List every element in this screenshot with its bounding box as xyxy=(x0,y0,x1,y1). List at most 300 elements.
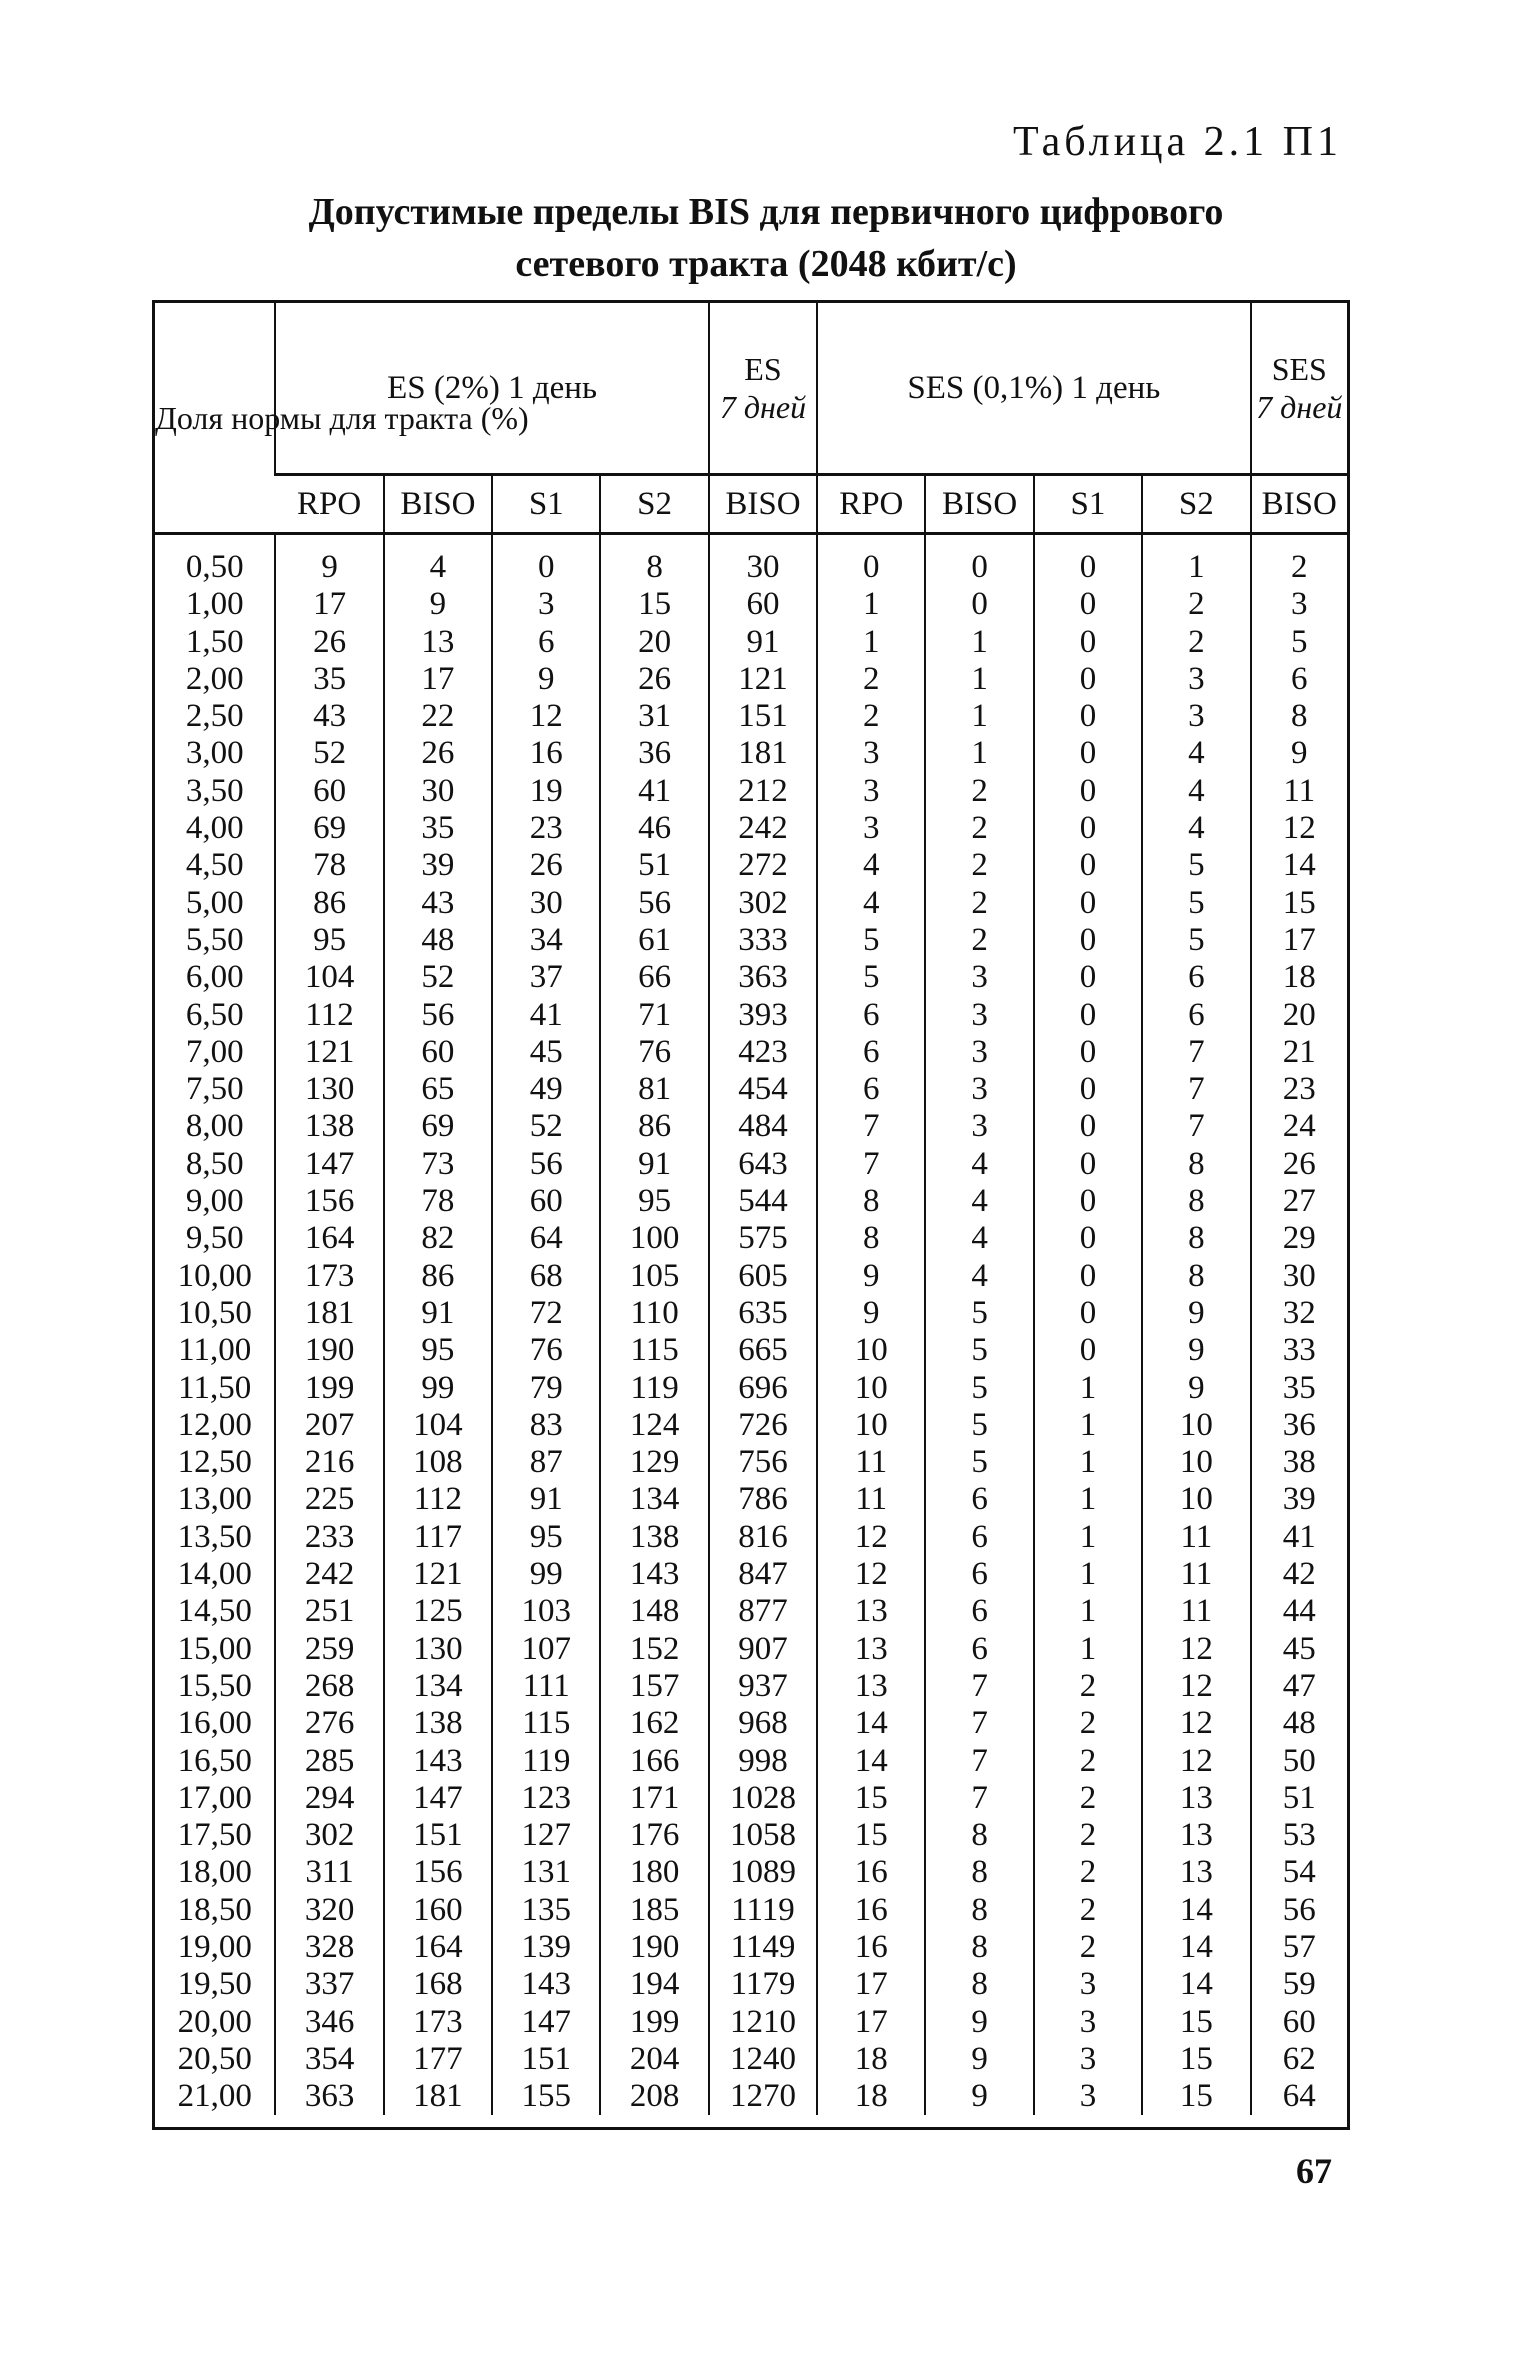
cell-ses-week-biso: 6 xyxy=(1251,661,1347,698)
cell-fraction: 10,00 xyxy=(177,1257,252,1294)
header-fraction: Доля нормы для тракта (%) xyxy=(155,303,275,534)
cell-ses-s1: 0 xyxy=(1034,1183,1142,1220)
cell-ses-s1: 1 xyxy=(1034,1407,1142,1444)
cell-es-rpo: 130 xyxy=(275,1071,383,1108)
cell-es-s2: 185 xyxy=(600,1892,708,1929)
cell-ses-biso: 8 xyxy=(925,1854,1033,1891)
cell-ses-s2: 14 xyxy=(1142,1892,1250,1929)
cell-es-week-biso: 937 xyxy=(709,1668,817,1705)
cell-ses-biso: 1 xyxy=(925,661,1033,698)
cell-es-s2: 199 xyxy=(600,2004,708,2041)
cell-fraction: 18,00 xyxy=(177,1854,252,1891)
cell-es-s2: 208 xyxy=(600,2078,708,2115)
table-row xyxy=(155,1593,1347,1630)
cell-es-s2: 36 xyxy=(600,735,708,772)
cell-es-s2: 51 xyxy=(600,847,708,884)
cell-ses-biso: 2 xyxy=(925,922,1033,959)
table-row xyxy=(155,810,1347,847)
table-row xyxy=(155,1481,1347,1518)
cell-es-s1: 83 xyxy=(492,1407,600,1444)
cell-ses-week-biso: 62 xyxy=(1251,2041,1347,2078)
cell-ses-rpo: 9 xyxy=(817,1295,925,1332)
cell-es-week-biso: 847 xyxy=(709,1556,817,1593)
cell-es-week-biso: 393 xyxy=(709,997,817,1034)
cell-fraction: 11,00 xyxy=(178,1332,252,1369)
cell-es-rpo: 320 xyxy=(275,1892,383,1929)
cell-ses-rpo: 17 xyxy=(817,2004,925,2041)
cell-ses-rpo: 11 xyxy=(817,1481,925,1518)
cell-es-rpo: 104 xyxy=(275,959,383,996)
cell-ses-week-biso: 23 xyxy=(1251,1071,1347,1108)
cell-ses-week-biso: 8 xyxy=(1251,698,1347,735)
cell-ses-rpo: 14 xyxy=(817,1705,925,1742)
cell-ses-biso: 4 xyxy=(925,1220,1033,1257)
header-ses-week xyxy=(1251,303,1347,475)
cell-ses-rpo: 13 xyxy=(817,1668,925,1705)
table-row xyxy=(155,1668,1347,1705)
subheader-ses-week-biso: BISO xyxy=(1251,475,1347,534)
cell-es-s1: 30 xyxy=(492,885,600,922)
cell-es-s2: 171 xyxy=(600,1780,708,1817)
cell-ses-biso: 9 xyxy=(925,2041,1033,2078)
cell-es-s2: 194 xyxy=(600,1966,708,2003)
cell-es-rpo: 86 xyxy=(275,885,383,922)
cell-ses-rpo: 4 xyxy=(817,847,925,884)
cell-es-biso: 4 xyxy=(384,534,492,587)
cell-ses-rpo: 10 xyxy=(817,1332,925,1369)
cell-ses-biso: 1 xyxy=(925,624,1033,661)
cell-es-s1: 19 xyxy=(492,773,600,810)
cell-ses-s2: 9 xyxy=(1142,1295,1250,1332)
cell-fraction: 3,50 xyxy=(185,772,244,809)
cell-es-week-biso: 91 xyxy=(709,624,817,661)
cell-es-s2: 56 xyxy=(600,885,708,922)
cell-ses-rpo: 4 xyxy=(817,885,925,922)
cell-ses-week-biso: 20 xyxy=(1251,997,1347,1034)
cell-ses-s1: 1 xyxy=(1034,1370,1142,1407)
cell-es-s2: 166 xyxy=(600,1743,708,1780)
cell-es-s1: 155 xyxy=(492,2078,600,2115)
cell-es-s1: 79 xyxy=(492,1370,600,1407)
cell-es-rpo: 9 xyxy=(275,534,383,587)
cell-ses-rpo: 5 xyxy=(817,922,925,959)
cell-fraction: 13,50 xyxy=(177,1518,252,1555)
cell-es-rpo: 43 xyxy=(275,698,383,735)
cell-ses-biso: 1 xyxy=(925,735,1033,772)
cell-es-s1: 87 xyxy=(492,1444,600,1481)
cell-ses-rpo: 13 xyxy=(817,1631,925,1668)
cell-ses-s2: 10 xyxy=(1142,1407,1250,1444)
cell-es-rpo: 60 xyxy=(275,773,383,810)
cell-ses-s1: 2 xyxy=(1034,1854,1142,1891)
cell-fraction: 18,50 xyxy=(177,1891,252,1928)
cell-es-s2: 76 xyxy=(600,1034,708,1071)
cell-ses-rpo: 7 xyxy=(817,1108,925,1145)
cell-es-rpo: 95 xyxy=(275,922,383,959)
cell-ses-s2: 5 xyxy=(1142,847,1250,884)
cell-ses-s1: 0 xyxy=(1034,1220,1142,1257)
cell-es-s1: 41 xyxy=(492,997,600,1034)
cell-es-biso: 108 xyxy=(384,1444,492,1481)
table-row xyxy=(155,1780,1347,1817)
cell-ses-s1: 3 xyxy=(1034,1966,1142,2003)
cell-ses-rpo: 15 xyxy=(817,1817,925,1854)
cell-ses-s1: 1 xyxy=(1034,1556,1142,1593)
cell-es-biso: 151 xyxy=(384,1817,492,1854)
cell-es-biso: 104 xyxy=(384,1407,492,1444)
cell-ses-s2: 2 xyxy=(1142,624,1250,661)
subheader-ses-biso: BISO xyxy=(925,475,1033,534)
cell-fraction: 15,50 xyxy=(177,1667,252,1704)
table-row xyxy=(155,1146,1347,1183)
cell-es-s1: 119 xyxy=(492,1743,600,1780)
cell-ses-week-biso: 12 xyxy=(1251,810,1347,847)
cell-es-biso: 82 xyxy=(384,1220,492,1257)
table-row xyxy=(155,1183,1347,1220)
cell-ses-s2: 4 xyxy=(1142,773,1250,810)
cell-ses-s1: 0 xyxy=(1034,1332,1142,1369)
cell-ses-biso: 6 xyxy=(925,1631,1033,1668)
cell-ses-week-biso: 60 xyxy=(1251,2004,1347,2041)
cell-es-biso: 125 xyxy=(384,1593,492,1630)
cell-ses-s1: 0 xyxy=(1034,1146,1142,1183)
cell-es-s2: 71 xyxy=(600,997,708,1034)
cell-ses-biso: 1 xyxy=(925,698,1033,735)
cell-ses-week-biso: 29 xyxy=(1251,1220,1347,1257)
cell-es-week-biso: 643 xyxy=(709,1146,817,1183)
cell-es-biso: 86 xyxy=(384,1258,492,1295)
cell-es-rpo: 216 xyxy=(275,1444,383,1481)
cell-es-rpo: 121 xyxy=(275,1034,383,1071)
cell-ses-week-biso: 54 xyxy=(1251,1854,1347,1891)
cell-ses-rpo: 2 xyxy=(817,698,925,735)
cell-ses-week-biso: 24 xyxy=(1251,1108,1347,1145)
cell-es-s1: 45 xyxy=(492,1034,600,1071)
cell-es-week-biso: 454 xyxy=(709,1071,817,1108)
cell-ses-s2: 9 xyxy=(1142,1332,1250,1369)
header-ses-day: SES (0,1%) 1 день xyxy=(817,303,1250,475)
cell-es-s1: 95 xyxy=(492,1519,600,1556)
cell-es-week-biso: 907 xyxy=(709,1631,817,1668)
cell-ses-week-biso: 5 xyxy=(1251,624,1347,661)
cell-ses-s1: 0 xyxy=(1034,586,1142,623)
cell-fraction: 17,50 xyxy=(177,1817,252,1854)
cell-es-week-biso: 242 xyxy=(709,810,817,847)
cell-ses-biso: 7 xyxy=(925,1780,1033,1817)
cell-es-rpo: 147 xyxy=(275,1146,383,1183)
cell-ses-s1: 0 xyxy=(1034,959,1142,996)
cell-ses-s2: 14 xyxy=(1142,1929,1250,1966)
cell-fraction: 7,00 xyxy=(185,1033,244,1070)
cell-ses-biso: 5 xyxy=(925,1444,1033,1481)
cell-ses-rpo: 5 xyxy=(817,959,925,996)
cell-ses-biso: 7 xyxy=(925,1743,1033,1780)
bis-limits-table-frame xyxy=(152,300,1350,2130)
table-title-line-2: сетевого тракта (2048 кбит/с) xyxy=(515,243,1017,285)
cell-es-biso: 39 xyxy=(384,847,492,884)
cell-ses-s1: 0 xyxy=(1034,1258,1142,1295)
cell-es-week-biso: 1089 xyxy=(709,1854,817,1891)
cell-es-week-biso: 121 xyxy=(709,661,817,698)
cell-ses-s1: 0 xyxy=(1034,810,1142,847)
cell-es-s2: 46 xyxy=(600,810,708,847)
cell-ses-biso: 5 xyxy=(925,1407,1033,1444)
cell-es-s1: 60 xyxy=(492,1183,600,1220)
cell-es-rpo: 276 xyxy=(275,1705,383,1742)
cell-es-biso: 60 xyxy=(384,1034,492,1071)
subheader-es-s2: S2 xyxy=(600,475,708,534)
header-es-day: ES (2%) 1 день xyxy=(275,303,708,475)
cell-es-rpo: 69 xyxy=(275,810,383,847)
cell-ses-biso: 4 xyxy=(925,1183,1033,1220)
cell-es-s2: 176 xyxy=(600,1817,708,1854)
cell-es-s1: 9 xyxy=(492,661,600,698)
cell-es-biso: 73 xyxy=(384,1146,492,1183)
cell-ses-s2: 13 xyxy=(1142,1817,1250,1854)
cell-es-s1: 76 xyxy=(492,1332,600,1369)
cell-ses-s2: 11 xyxy=(1142,1593,1250,1630)
cell-ses-s2: 4 xyxy=(1142,735,1250,772)
cell-es-rpo: 199 xyxy=(275,1370,383,1407)
table-row xyxy=(155,1966,1347,2003)
cell-ses-s1: 2 xyxy=(1034,1892,1142,1929)
cell-ses-biso: 9 xyxy=(925,2078,1033,2115)
cell-ses-rpo: 16 xyxy=(817,1929,925,1966)
cell-es-biso: 143 xyxy=(384,1743,492,1780)
cell-es-rpo: 285 xyxy=(275,1743,383,1780)
cell-ses-rpo: 1 xyxy=(817,586,925,623)
cell-es-s1: 34 xyxy=(492,922,600,959)
cell-es-biso: 13 xyxy=(384,624,492,661)
cell-ses-week-biso: 39 xyxy=(1251,1481,1347,1518)
cell-es-week-biso: 756 xyxy=(709,1444,817,1481)
cell-es-s1: 52 xyxy=(492,1108,600,1145)
cell-fraction: 5,00 xyxy=(185,884,244,921)
cell-ses-s2: 3 xyxy=(1142,661,1250,698)
cell-ses-rpo: 15 xyxy=(817,1780,925,1817)
cell-ses-s2: 9 xyxy=(1142,1370,1250,1407)
table-row xyxy=(155,698,1347,735)
cell-ses-s2: 15 xyxy=(1142,2004,1250,2041)
cell-es-biso: 65 xyxy=(384,1071,492,1108)
cell-ses-biso: 8 xyxy=(925,1817,1033,1854)
cell-es-s1: 115 xyxy=(492,1705,600,1742)
cell-es-week-biso: 1119 xyxy=(709,1892,817,1929)
cell-ses-s1: 2 xyxy=(1034,1780,1142,1817)
cell-es-biso: 43 xyxy=(384,885,492,922)
cell-ses-s2: 15 xyxy=(1142,2078,1250,2115)
cell-es-s1: 26 xyxy=(492,847,600,884)
cell-ses-biso: 8 xyxy=(925,1966,1033,2003)
cell-es-week-biso: 575 xyxy=(709,1220,817,1257)
cell-fraction: 10,50 xyxy=(177,1294,252,1331)
cell-es-rpo: 242 xyxy=(275,1556,383,1593)
cell-es-s2: 204 xyxy=(600,2041,708,2078)
cell-es-week-biso: 1210 xyxy=(709,2004,817,2041)
table-row xyxy=(155,922,1347,959)
cell-fraction: 4,50 xyxy=(185,847,244,884)
cell-ses-week-biso: 64 xyxy=(1251,2078,1347,2115)
cell-ses-week-biso: 57 xyxy=(1251,1929,1347,1966)
cell-ses-week-biso: 38 xyxy=(1251,1444,1347,1481)
header-ses-week-line1: SES xyxy=(1271,351,1327,387)
cell-ses-s2: 5 xyxy=(1142,885,1250,922)
cell-es-biso: 181 xyxy=(384,2078,492,2115)
table-row xyxy=(155,2078,1347,2115)
header-es-week xyxy=(709,303,817,475)
table-row xyxy=(155,773,1347,810)
cell-ses-biso: 4 xyxy=(925,1258,1033,1295)
table-row xyxy=(155,1854,1347,1891)
cell-ses-s1: 0 xyxy=(1034,1295,1142,1332)
table-row xyxy=(155,1705,1347,1742)
cell-ses-s1: 1 xyxy=(1034,1481,1142,1518)
cell-es-rpo: 225 xyxy=(275,1481,383,1518)
cell-ses-s1: 3 xyxy=(1034,2041,1142,2078)
cell-ses-s2: 12 xyxy=(1142,1743,1250,1780)
cell-ses-s1: 0 xyxy=(1034,847,1142,884)
cell-es-s2: 162 xyxy=(600,1705,708,1742)
cell-es-week-biso: 151 xyxy=(709,698,817,735)
cell-es-biso: 99 xyxy=(384,1370,492,1407)
cell-ses-rpo: 8 xyxy=(817,1220,925,1257)
cell-es-week-biso: 333 xyxy=(709,922,817,959)
cell-ses-week-biso: 27 xyxy=(1251,1183,1347,1220)
cell-es-s2: 138 xyxy=(600,1519,708,1556)
cell-es-biso: 91 xyxy=(384,1295,492,1332)
subheader-ses-s1: S1 xyxy=(1034,475,1142,534)
header-es-week-line1: ES xyxy=(744,351,782,387)
cell-es-biso: 48 xyxy=(384,922,492,959)
cell-es-s1: 147 xyxy=(492,2004,600,2041)
cell-es-biso: 134 xyxy=(384,1668,492,1705)
cell-fraction: 5,50 xyxy=(185,921,244,958)
cell-es-biso: 56 xyxy=(384,997,492,1034)
cell-ses-s2: 7 xyxy=(1142,1108,1250,1145)
cell-es-rpo: 78 xyxy=(275,847,383,884)
cell-es-biso: 35 xyxy=(384,810,492,847)
cell-ses-biso: 6 xyxy=(925,1519,1033,1556)
table-row xyxy=(155,534,1347,587)
cell-es-week-biso: 544 xyxy=(709,1183,817,1220)
cell-ses-rpo: 7 xyxy=(817,1146,925,1183)
cell-ses-rpo: 12 xyxy=(817,1556,925,1593)
table-row xyxy=(155,1519,1347,1556)
cell-es-week-biso: 605 xyxy=(709,1258,817,1295)
cell-es-s2: 81 xyxy=(600,1071,708,1108)
cell-ses-s2: 13 xyxy=(1142,1854,1250,1891)
cell-es-s2: 157 xyxy=(600,1668,708,1705)
cell-es-week-biso: 1028 xyxy=(709,1780,817,1817)
cell-es-rpo: 259 xyxy=(275,1631,383,1668)
cell-fraction: 14,00 xyxy=(177,1556,252,1593)
cell-ses-s2: 13 xyxy=(1142,1780,1250,1817)
cell-ses-s1: 2 xyxy=(1034,1743,1142,1780)
table-row xyxy=(155,1108,1347,1145)
cell-ses-week-biso: 53 xyxy=(1251,1817,1347,1854)
cell-es-biso: 30 xyxy=(384,773,492,810)
table-row xyxy=(155,1407,1347,1444)
cell-es-rpo: 17 xyxy=(275,586,383,623)
cell-ses-biso: 2 xyxy=(925,810,1033,847)
cell-ses-biso: 3 xyxy=(925,959,1033,996)
cell-es-s2: 41 xyxy=(600,773,708,810)
cell-ses-rpo: 13 xyxy=(817,1593,925,1630)
table-row xyxy=(155,997,1347,1034)
cell-fraction: 19,50 xyxy=(177,1966,252,2003)
cell-ses-s2: 7 xyxy=(1142,1071,1250,1108)
cell-es-week-biso: 423 xyxy=(709,1034,817,1071)
cell-es-s1: 68 xyxy=(492,1258,600,1295)
cell-es-biso: 147 xyxy=(384,1780,492,1817)
cell-es-s2: 95 xyxy=(600,1183,708,1220)
cell-ses-rpo: 10 xyxy=(817,1407,925,1444)
cell-ses-biso: 7 xyxy=(925,1705,1033,1742)
cell-es-biso: 130 xyxy=(384,1631,492,1668)
table-row xyxy=(155,1034,1347,1071)
cell-fraction: 6,00 xyxy=(185,959,244,996)
cell-es-biso: 17 xyxy=(384,661,492,698)
cell-ses-s1: 2 xyxy=(1034,1929,1142,1966)
cell-ses-week-biso: 17 xyxy=(1251,922,1347,959)
cell-ses-biso: 8 xyxy=(925,1929,1033,1966)
cell-ses-rpo: 12 xyxy=(817,1519,925,1556)
cell-ses-week-biso: 51 xyxy=(1251,1780,1347,1817)
cell-ses-rpo: 16 xyxy=(817,1892,925,1929)
cell-ses-week-biso: 11 xyxy=(1251,773,1347,810)
cell-ses-s2: 11 xyxy=(1142,1556,1250,1593)
cell-es-rpo: 268 xyxy=(275,1668,383,1705)
header-row-groups xyxy=(155,303,1347,475)
cell-ses-biso: 3 xyxy=(925,1108,1033,1145)
table-row xyxy=(155,847,1347,884)
cell-es-s2: 105 xyxy=(600,1258,708,1295)
cell-ses-week-biso: 59 xyxy=(1251,1966,1347,2003)
cell-es-s1: 6 xyxy=(492,624,600,661)
cell-es-week-biso: 60 xyxy=(709,586,817,623)
cell-ses-s2: 6 xyxy=(1142,997,1250,1034)
cell-fraction: 12,50 xyxy=(177,1444,252,1481)
table-row xyxy=(155,1892,1347,1929)
cell-ses-s2: 6 xyxy=(1142,959,1250,996)
cell-ses-s1: 3 xyxy=(1034,2004,1142,2041)
cell-es-rpo: 181 xyxy=(275,1295,383,1332)
cell-es-s1: 103 xyxy=(492,1593,600,1630)
cell-es-s2: 15 xyxy=(600,586,708,623)
cell-ses-biso: 2 xyxy=(925,773,1033,810)
cell-es-s1: 12 xyxy=(492,698,600,735)
table-row xyxy=(155,1817,1347,1854)
cell-es-biso: 22 xyxy=(384,698,492,735)
table-row xyxy=(155,1258,1347,1295)
cell-ses-biso: 0 xyxy=(925,534,1033,587)
cell-ses-week-biso: 2 xyxy=(1251,534,1347,587)
cell-ses-s1: 1 xyxy=(1034,1444,1142,1481)
cell-es-s1: 143 xyxy=(492,1966,600,2003)
cell-ses-s2: 12 xyxy=(1142,1705,1250,1742)
table-row xyxy=(155,735,1347,772)
cell-ses-s2: 11 xyxy=(1142,1519,1250,1556)
cell-es-s1: 64 xyxy=(492,1220,600,1257)
cell-ses-s1: 1 xyxy=(1034,1593,1142,1630)
cell-ses-biso: 6 xyxy=(925,1556,1033,1593)
cell-es-s2: 110 xyxy=(600,1295,708,1332)
cell-es-rpo: 35 xyxy=(275,661,383,698)
cell-es-week-biso: 786 xyxy=(709,1481,817,1518)
table-row xyxy=(155,2041,1347,2078)
cell-es-s1: 135 xyxy=(492,1892,600,1929)
cell-ses-biso: 7 xyxy=(925,1668,1033,1705)
